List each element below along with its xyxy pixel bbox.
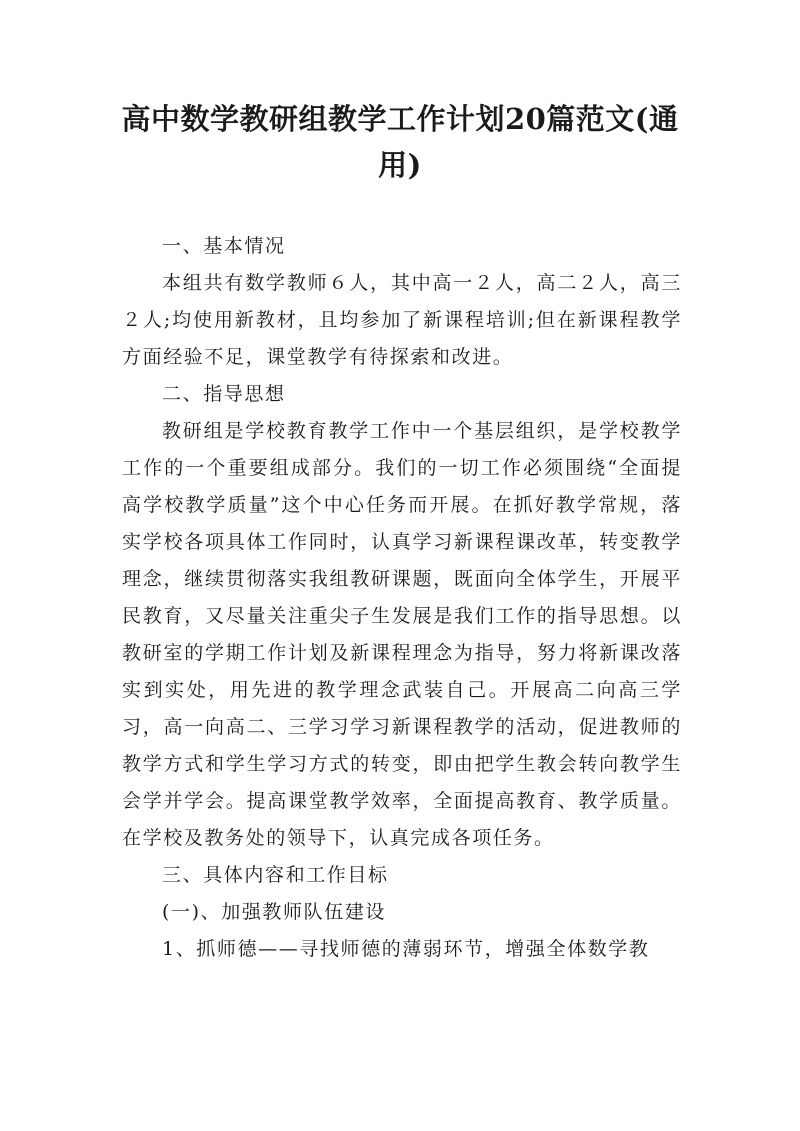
section-heading-guiding-ideology: 二、指导思想 [162,383,286,405]
document-body [122,228,682,968]
section-heading-basic-situation: 一、基本情况 [162,235,286,257]
paragraph-teacher-ethics: 1、抓师德——寻找师德的薄弱环节，增强全体数学教 [162,938,650,960]
document-title: 高中数学教研组教学工作计划20篇范文(通用) [121,102,679,182]
section-heading-content-and-goals: 三、具体内容和工作目标 [162,864,389,886]
paragraph-basic-situation: 本组共有数学教师６人，其中高一２人，高二２人，高三２人;均使用新教材，且均参加了新课程培训;但在新课程教学方面经验不足，课堂教学有待探索和改进。 [122,272,682,368]
subsection-heading-teacher-team: (一)、加强教师队伍建设 [162,901,387,923]
paragraph-guiding-ideology: 教研组是学校教育教学工作中一个基层组织，是学校教学工作的一个重要组成部分。我们的一切工作必须围绕“全面提高学校教学质量”这个中心任务而开展。在抓好教学常规，落实学校各项具体工作同时，认真学习新课程课改革，转变教学理念，继续贯彻落实我组教研课题，既面向全体学生，开展平民教育，又尽量关注重尖子生发展是我们工作的指导思想。以教研室的学期工作计划及新课程理念为指导，努力将新课改落实到实处，用先进的教学理念武装自己。开展高二向高三学习，高一向高二、三学习学习新课程教学的活动，促进教师的教学方式和学生学习方式的转变，即由把学生教会转向教学生会学并学会。提高课堂教学效率，全面提高教育、教学质量。在学校及教务处的领导下，认真完成各项任务。 [122,420,682,849]
